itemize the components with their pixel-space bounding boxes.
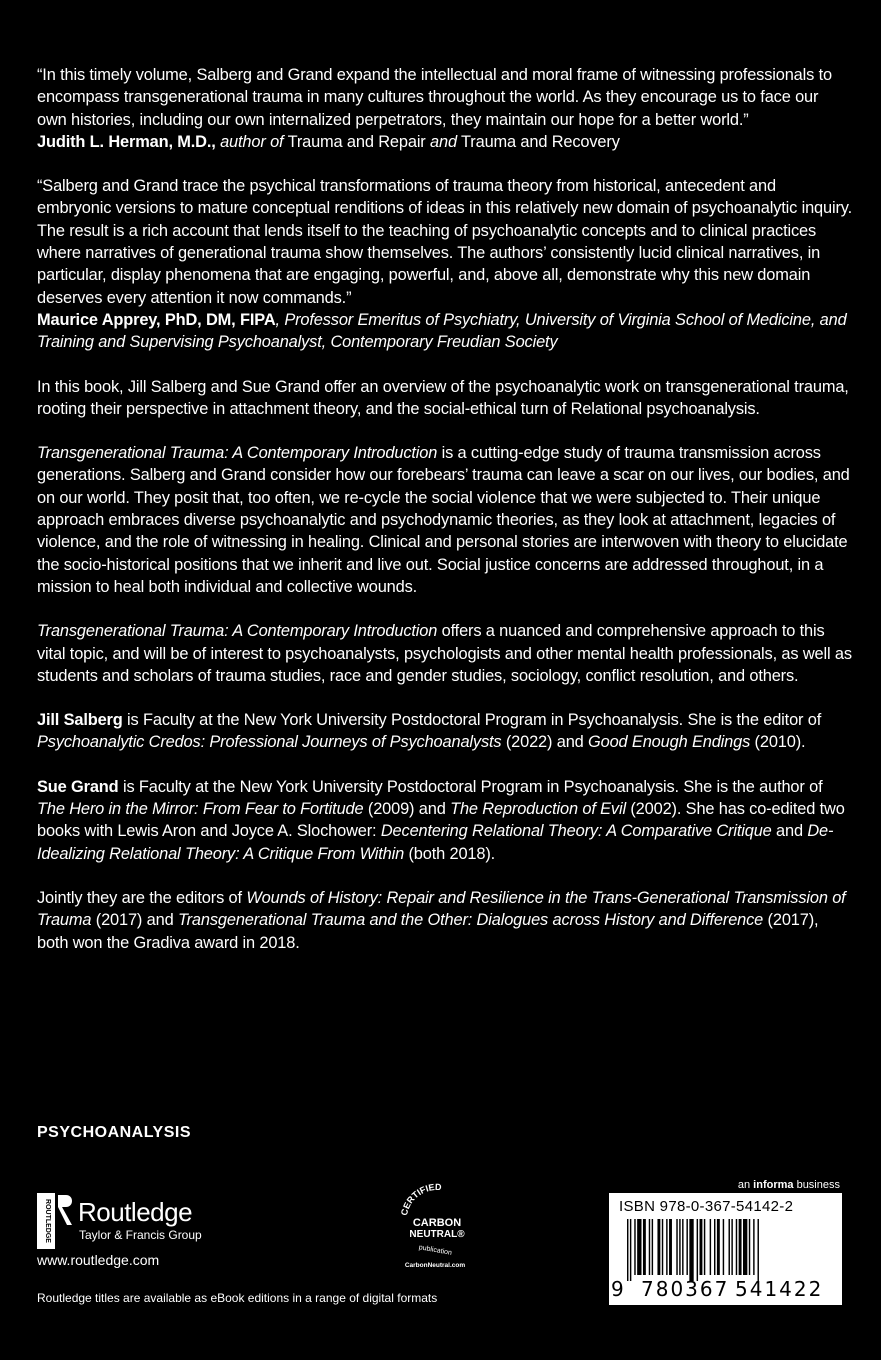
barcode-bar — [731, 1219, 732, 1275]
barcode-bar — [679, 1219, 680, 1275]
barcode-bar — [749, 1219, 750, 1275]
description-paragraph-1: Transgenerational Trauma: A Contemporary Introduction is a cutting-edge study of trauma transmission across generations. Salberg and Grand consider how our forebears’ trauma can leave a scar on our lives, our bodies, and on our world. They posit that, too often, we re-cycle the social violence that we were subjected to. Their unique approach embraces diverse psychoanalytic and psychodynamic theories, as they look at attachment, legacies of violence, and the role of witnessing in healing. Clinical and personal stories are interwoven with theory to elucidate the socio-historical positions that we inherit and live out. Social justice concerns are addressed throughout, in a mission to heal both individual and collective wounds. — [37, 444, 850, 596]
barcode-bar — [753, 1219, 754, 1275]
barcode-bar — [714, 1219, 715, 1275]
endorsement-herman: “In this timely volume, Salberg and Grand expand the intellectual and moral frame of witnessing professionals to encompass transgenerational trauma in many cultures throughout the world. As they encourage us to face our own histories, including our own internalized perpetrators, they maintain our hope for a better world.” Judith L. Herman, M.D., author of Trauma and Repair and Trauma and Recovery — [37, 66, 832, 151]
barcode-bar — [630, 1219, 631, 1281]
barcode-bar — [686, 1219, 687, 1275]
barcode-bar — [710, 1219, 711, 1275]
quote-text: “Salberg and Grand trace the psychical transformations of trauma theory from historical, antecedent and embryonic versions to mature conceptual renditions of ideas in this relatively new domain of psychoanalytic inquiry. The result is a rich account that lends itself to the teaching of psychoanalytic concepts and to clinical practices where narratives of generational trauma show themselves. The authors’ consistently lucid clinical narratives, in particular, display phenomena that are engaging, powerful, and, above all, demonstrate why this new domain deserves every attention it now commands.” — [37, 177, 852, 307]
barcode-bar — [739, 1219, 742, 1275]
quote-author: Judith L. Herman, M.D., — [37, 132, 216, 151]
author-name: Jill Salberg — [37, 711, 123, 730]
barcode-bar — [682, 1219, 683, 1275]
barcode-bars — [627, 1219, 827, 1281]
informa-tagline: an informa business — [737, 1179, 840, 1191]
book-title: Transgenerational Trauma: A Contemporary Introduction — [37, 444, 438, 463]
subject-category: PSYCHOANALYSIS — [37, 1124, 191, 1141]
barcode-bar — [743, 1219, 747, 1275]
svg-text:CERTIFIED — [399, 1182, 442, 1217]
back-cover-text — [37, 64, 852, 976]
isbn-number: ISBN 978-0-367-54142-2 — [619, 1198, 794, 1215]
publisher-name: Routledge — [78, 1197, 193, 1227]
book-title: Transgenerational Trauma: A Contemporary Introduction — [37, 622, 438, 641]
barcode-bar — [697, 1219, 698, 1281]
barcode-bar — [662, 1219, 663, 1275]
barcode-bar — [652, 1219, 653, 1275]
barcode-bar — [729, 1219, 730, 1275]
endorsement-apprey — [37, 175, 852, 353]
bio-salberg: Jill Salberg is Faculty at the New York University Postdoctoral Program in Psychoanalysis. She is the editor of Psychoanalytic Credos: Professional Journeys of Psychoanalysts (2022) and Good Enough Endings (2010). — [37, 711, 822, 752]
barcode-bar — [700, 1219, 703, 1275]
carbon-url: CarbonNeutral.com — [404, 1262, 466, 1269]
publisher-group: Taylor & Francis Group — [79, 1228, 202, 1242]
author-name: Sue Grand — [37, 777, 119, 796]
isbn-barcode: ISBN 978-0-367-54142-2 9 780367 541422 — [609, 1193, 842, 1305]
barcode-bar — [704, 1219, 705, 1275]
barcode-bar — [643, 1219, 646, 1275]
barcode-bar — [758, 1219, 759, 1281]
certified-label: CERTIFIED — [399, 1181, 442, 1217]
quote-credentials: , Professor Emeritus of Psychiatry, University of Virginia School of Medicine, and Training and Supervising Psychoanalyst, Contemporary Freudian Society — [37, 310, 847, 352]
routledge-swoosh-icon — [56, 1193, 78, 1227]
barcode-bar — [649, 1219, 650, 1275]
quote-text: “In this timely volume, Salberg and Grand expand the intellectual and moral frame of witnessing professionals to encompass transgenerational trauma in many cultures throughout the world. As they encourage us to face our own histories, including our own internalized perpetrators, they maintain our hope for a better world.” — [37, 66, 832, 129]
joint-editors-paragraph: Jointly they are the editors of Wounds of History: Repair and Resilience in the Trans-Generational Transmission of Trauma (2017) and Transgenerational Trauma and the Other: Dialogues across History and Difference (2017), both won the Gradiva award in 2018. — [37, 888, 846, 952]
barcode-bar — [657, 1219, 660, 1275]
carbon-label: CARBON — [412, 1217, 462, 1229]
routledge-r-icon — [37, 1193, 55, 1249]
routledge-vertical-wordmark: ROUTLEDGE — [44, 1199, 51, 1243]
intro-paragraph: In this book, Jill Salberg and Sue Grand offer an overview of the psychoanalytic work on transgenerational trauma, rooting their perspective in attachment theory, and the social-ethical turn of Relational psychoanalysis. — [37, 377, 849, 418]
ebook-note: Routledge titles are available as eBook editions in a range of digital formats — [37, 1291, 438, 1305]
quote-author: Maurice Apprey, PhD, DM, FIPA — [37, 310, 276, 329]
publisher-url[interactable]: www.routledge.com — [37, 1252, 160, 1268]
barcode-bar — [676, 1219, 677, 1275]
barcode-bar — [723, 1219, 724, 1275]
carbon-neutral-badge — [385, 1176, 485, 1276]
barcode-bar — [637, 1219, 641, 1275]
description-paragraph-2: Transgenerational Trauma: A Contemporary Introduction offers a nuanced and comprehensive approach to this vital topic, and will be of interest to psychoanalysts, psychologists and other mental health professionals, as well as students and scholars of trauma studies, race and gender studies, sociology, conflict resolution, and others. — [37, 622, 852, 685]
neutral-label: NEUTRAL® — [409, 1229, 465, 1240]
publication-label: publication — [418, 1244, 453, 1257]
barcode-bar — [669, 1219, 672, 1275]
barcode-bar — [666, 1219, 667, 1275]
barcode-bar — [627, 1219, 628, 1281]
bio-grand: Sue Grand is Faculty at the New York University Postdoctoral Program in Psychoanalysis. She is the author of The Hero in the Mirror: From Fear to Fortitude (2009) and The Reproduction of Evil (2002). She has co-edited two books with Lewis Aron and Joyce A. Slochower: Decentering Relational Theory: A Comparative Critique and De-Idealizing Relational Theory: A Critique From Within (both 2018). — [37, 777, 845, 863]
barcode-bar — [717, 1219, 720, 1275]
barcode-bar — [634, 1219, 635, 1275]
barcode-bar — [689, 1219, 693, 1281]
routledge-logo — [37, 1193, 237, 1253]
barcode-bar — [736, 1219, 737, 1275]
